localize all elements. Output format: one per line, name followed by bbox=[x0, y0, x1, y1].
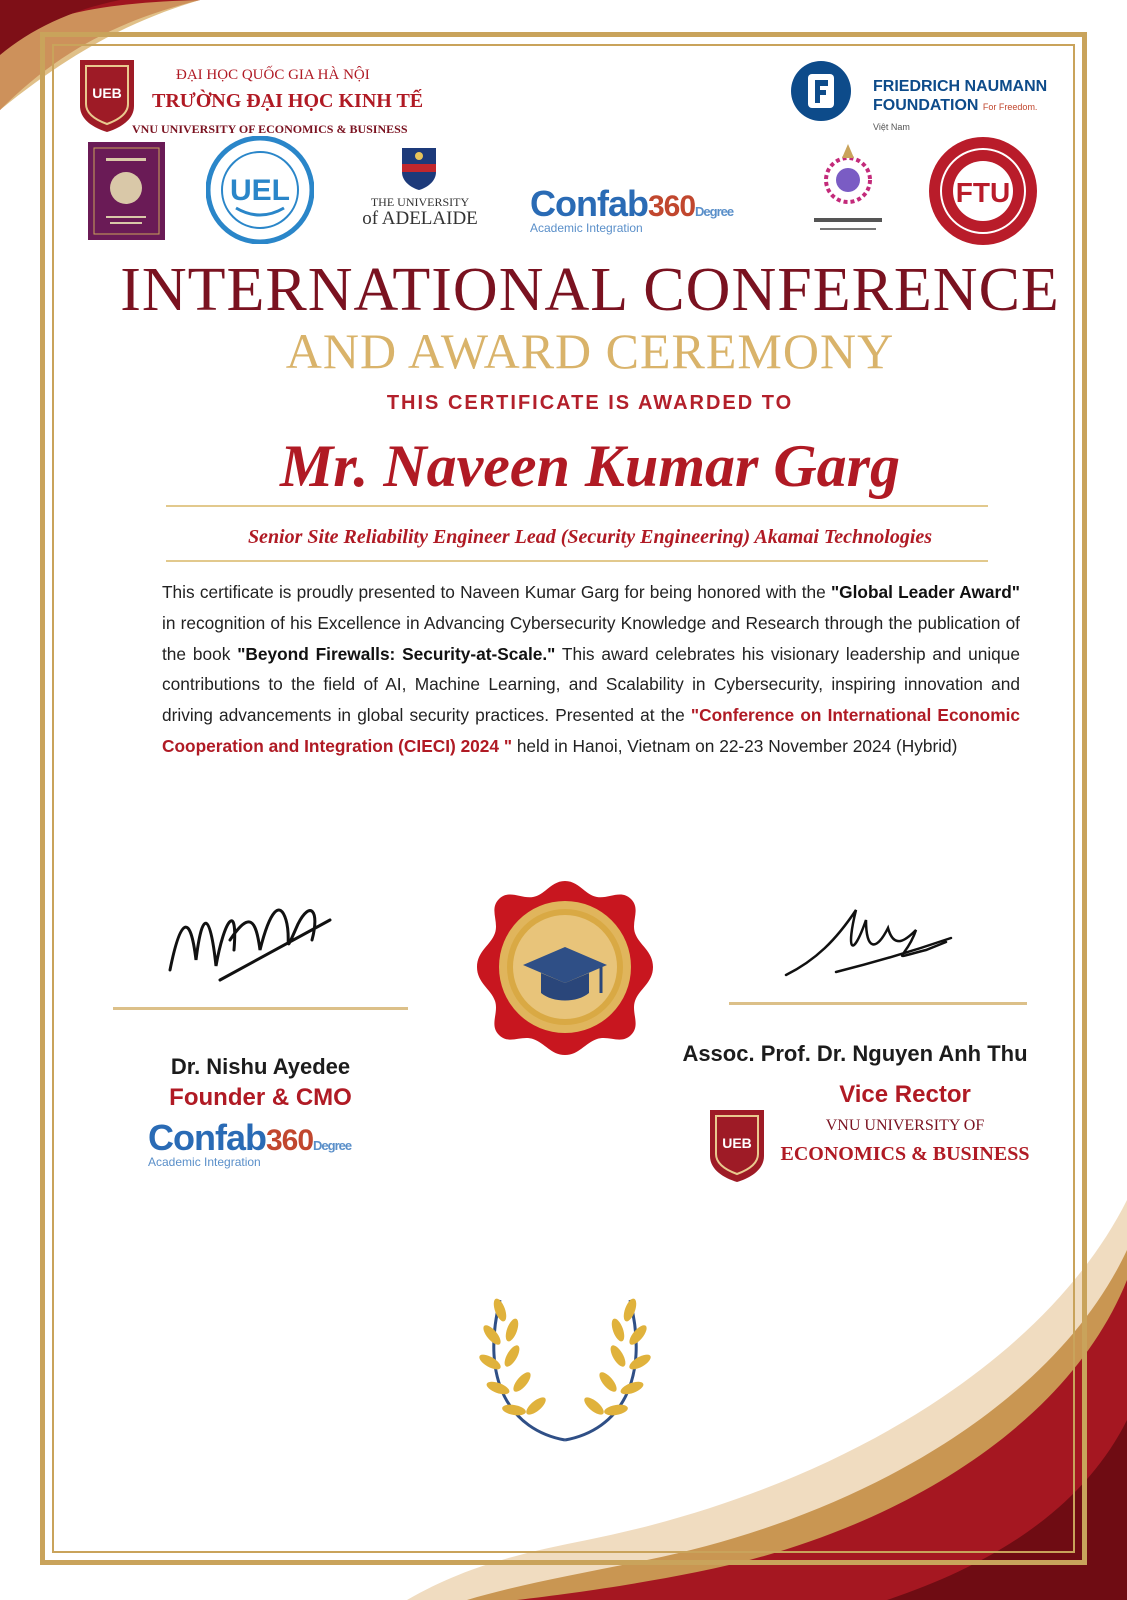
right-org-line1: VNU UNIVERSITY OF bbox=[825, 1117, 985, 1134]
confab-num: 360 bbox=[647, 190, 696, 223]
award-seal-icon bbox=[475, 877, 655, 1057]
uel-logo bbox=[206, 136, 314, 244]
fnf-line1: FRIEDRICH NAUMANN bbox=[873, 78, 1048, 95]
body-part2: in recognition of his Excellence in Advancing Cybersecurity Knowledge and Research through the publication of the book bbox=[162, 612, 1020, 664]
certificate-body bbox=[162, 577, 1020, 762]
right-signature bbox=[776, 880, 956, 990]
fnf-tagline: For Freedom. bbox=[982, 102, 1038, 112]
confab-sub: Academic Integration bbox=[530, 221, 643, 235]
conference-name: "Conference on International Economic Cooperation and Integration (CIECI) 2024 " bbox=[162, 705, 1021, 756]
left-signature-line bbox=[113, 1007, 408, 1010]
confab-bottom-main: Confab bbox=[148, 1117, 266, 1158]
left-signatory-role: Founder & CMO bbox=[169, 1084, 352, 1111]
fnf-line2-text: FOUNDATION bbox=[873, 97, 979, 114]
right-signatory-name: Assoc. Prof. Dr. Nguyen Anh Thu bbox=[682, 1041, 1028, 1066]
confab-main: Confab bbox=[530, 183, 648, 224]
certificate-title-line2: AND AWARD CEREMONY bbox=[285, 323, 895, 379]
left-signature bbox=[160, 880, 340, 1000]
ueb-shield-logo bbox=[76, 56, 138, 134]
fnf-line2 bbox=[873, 97, 1037, 115]
uel-text: UEL bbox=[230, 174, 290, 207]
confab-bottom-num: 360 bbox=[265, 1124, 314, 1157]
awarded-to-label: THIS CERTIFICATE IS AWARDED TO bbox=[386, 392, 794, 414]
right-signature-line bbox=[729, 1002, 1027, 1005]
confab-degree: Degree bbox=[695, 204, 734, 219]
adelaide-line2: of ADELAIDE bbox=[362, 208, 478, 229]
svg-text:UEB: UEB bbox=[722, 1135, 752, 1151]
body-part4: held in Hanoi, Vietnam on 22-23 November 2024 (Hybrid) bbox=[512, 735, 958, 756]
ueb-line3: VNU UNIVERSITY OF ECONOMICS & BUSINESS bbox=[132, 122, 408, 136]
designation-underline bbox=[166, 560, 988, 562]
svg-text:UEB: UEB bbox=[92, 85, 122, 101]
book-title: "Beyond Firewalls: Security-at-Scale." bbox=[237, 643, 556, 664]
adelaide-line1: THE UNIVERSITY bbox=[370, 195, 470, 209]
confab-bottom-sub: Academic Integration bbox=[148, 1155, 261, 1169]
ueb-shield-logo-bottom bbox=[705, 1106, 769, 1184]
recipient-name: Mr. Naveen Kumar Garg bbox=[279, 433, 901, 499]
recipient-underline bbox=[166, 505, 988, 507]
ftu-text: FTU bbox=[955, 177, 1011, 208]
right-org-line2: ECONOMICS & BUSINESS bbox=[780, 1143, 1030, 1165]
confab-bottom-degree: Degree bbox=[313, 1138, 352, 1153]
ueb-line2: TRƯỜNG ĐẠI HỌC KINH TẾ bbox=[152, 90, 424, 112]
left-signatory-name: Dr. Nishu Ayedee bbox=[170, 1054, 351, 1079]
ueb-line1: ĐẠI HỌC QUỐC GIA HÀ NỘI bbox=[176, 67, 370, 83]
body-part3: This award celebrates his visionary leadership and unique contributions to the field of AI, Machine Learning, and Scalability in Cybersecurity, inspiring innovation and driving advancements in global security practices. Presented at the bbox=[162, 643, 1021, 726]
right-signatory-role: Vice Rector bbox=[839, 1081, 971, 1108]
laurel-wreath-icon bbox=[470, 1290, 660, 1460]
certificate-title-line1: INTERNATIONAL CONFERENCE bbox=[120, 256, 1060, 324]
fnf-country: Việt Nam bbox=[873, 122, 910, 132]
confab-logo-bottom bbox=[148, 1117, 351, 1169]
soka-university-logo bbox=[88, 142, 165, 240]
confab-logo-top bbox=[530, 183, 733, 235]
body-part1: This certificate is proudly presented to Naveen Kumar Garg for being honored with the bbox=[162, 582, 831, 602]
recipient-designation: Senior Site Reliability Engineer Lead (Security Engineering) Akamai Technologies bbox=[247, 526, 933, 548]
fnf-logo-icon bbox=[790, 60, 852, 122]
thai-university-logo bbox=[806, 140, 890, 240]
ftu-logo bbox=[926, 136, 1040, 246]
adelaide-crest bbox=[400, 146, 438, 192]
award-name: "Global Leader Award" bbox=[830, 582, 1020, 602]
